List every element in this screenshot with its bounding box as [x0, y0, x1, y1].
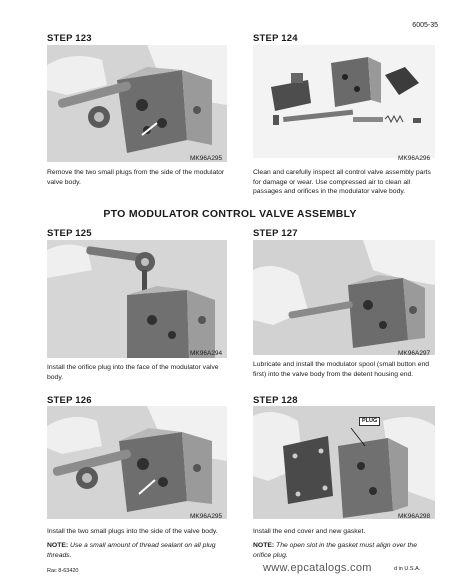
step-128-caption: Install the end cover and new gasket. — [253, 528, 366, 535]
footer-right: d in U.S.A. — [394, 566, 421, 572]
step-123-photo — [47, 45, 227, 162]
step-128-title: STEP 128 — [253, 395, 298, 406]
step-125-title: STEP 125 — [47, 228, 92, 239]
step-126-note-label: NOTE: — [47, 542, 69, 549]
step-123-figure-id: MK96A295 — [190, 155, 223, 162]
step-126-caption: Install the two small plugs into the side of the valve body. — [47, 528, 218, 535]
step-124-title: STEP 124 — [253, 33, 298, 44]
step-127-photo — [253, 240, 435, 355]
step-124-figure-id: MK96A296 — [398, 155, 431, 162]
step-126-title: STEP 126 — [47, 395, 92, 406]
step-128-note — [253, 541, 435, 560]
step-128-figure-id: MK96A298 — [398, 513, 431, 520]
step-124-caption: Clean and carefully inspect all control valve assembly parts for damage or wear. Use compressed air to clean all passages and orifices in the modulator valve body. — [253, 169, 431, 195]
step-123-title: STEP 123 — [47, 33, 92, 44]
step-125-photo — [47, 240, 227, 358]
step-126-note — [47, 541, 227, 560]
step-128-plug-label: PLUG — [359, 417, 380, 426]
step-123-caption: Remove the two small plugs from the side of the modulator valve body. — [47, 169, 225, 186]
step-125-caption: Install the orifice plug into the face of the modulator valve body. — [47, 364, 219, 381]
step-128-note-label: NOTE: — [253, 542, 275, 549]
step-128-note-text: The open slot in the gasket must align over the orifice plug. — [253, 542, 417, 559]
step-127-caption: Lubricate and install the modulator spool (small button end first) into the valve body from the detent housing end. — [253, 361, 430, 378]
step-128-photo — [253, 406, 435, 519]
step-125-figure-id: MK96A294 — [190, 350, 223, 357]
step-127-title: STEP 127 — [253, 228, 298, 239]
step-126-figure-id: MK96A295 — [190, 513, 223, 520]
step-127-figure-id: MK96A297 — [398, 350, 431, 357]
step-124-photo — [253, 45, 435, 158]
watermark: www.epcatalogs.com — [263, 562, 372, 574]
step-126-photo — [47, 406, 227, 519]
footer-left: Rac 8-63420 — [47, 568, 79, 574]
page-number: 6005-35 — [412, 22, 438, 29]
section-heading: PTO MODULATOR CONTROL VALVE ASSEMBLY — [103, 208, 357, 220]
step-126-note-text: Use a small amount of thread sealant on all plug threads. — [47, 542, 216, 559]
